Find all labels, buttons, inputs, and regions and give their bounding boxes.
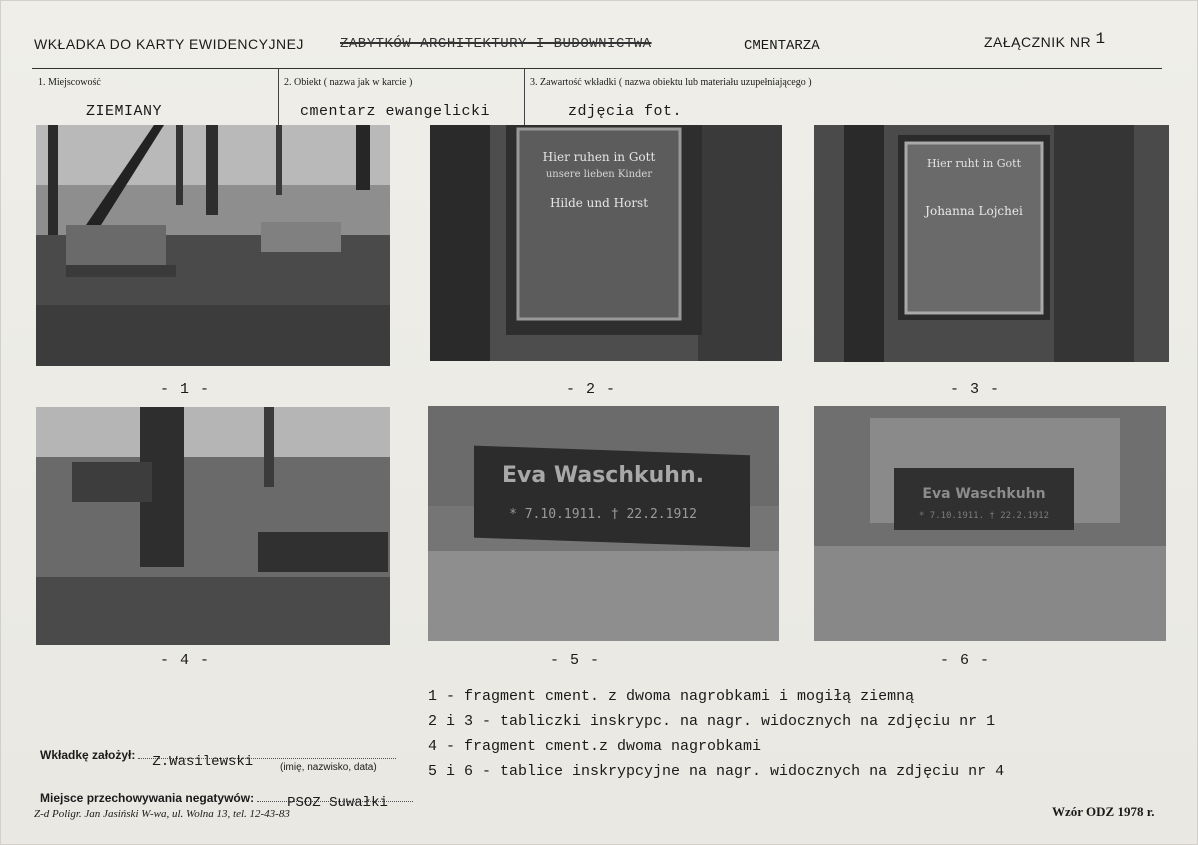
photo-5 [428,406,779,641]
p2-line2: unsere lieben Kinder [545,169,653,180]
caption-6: - 6 - [940,652,991,669]
p2-line1: Hier ruhen in Gott [542,150,656,164]
field-object-value: cmentarz ewangelicki [300,103,491,120]
caption-1: - 1 - [160,381,211,398]
fields-row [32,69,1162,125]
photo-6 [814,406,1166,641]
header [34,30,1164,58]
field-object [278,69,525,125]
photo-4 [36,407,390,645]
author-hint: (imię, nazwisko, data) [280,762,377,773]
caption-3: - 3 - [950,381,1001,398]
photo-3 [814,125,1169,362]
photo-1 [36,125,390,366]
field-locality-label: 1. Miejscowość [38,77,101,88]
p5-name: Eva Waschkuhn. [502,463,704,488]
printer-line: Z-d Poligr. Jan Jasiński W-wa, ul. Wolna 13, tel. 12-43-83 [34,808,290,820]
annex-number: 1 [1095,30,1106,48]
legend-item: 2 i 3 - tabliczki inskrypc. na nagr. widocznych na zdjęciu nr 1 [428,713,996,730]
p6-name: Eva Waschkuhn [922,486,1046,502]
field-contents-label: 3. Zawartość wkładki ( nazwa obiektu lub materiału uzupełniającego ) [530,77,812,88]
author-label: Wkładkę założył: [40,748,136,762]
annex-label: ZAŁĄCZNIK NR 1 [984,30,1106,50]
field-locality-value: ZIEMIANY [86,103,163,120]
cemetery-label: CMENTARZA [744,38,820,54]
negatives-label: Miejsce przechowywania negatywów: [40,791,255,805]
legend-item: 5 i 6 - tablice inskrypcyjne na nagr. widocznych na zdjęciu nr 4 [428,763,1005,780]
p3-line2: Johanna Lojchei [925,204,1023,218]
negatives-line [40,791,413,811]
negatives-value: PSOZ Suwałki [287,795,388,811]
form-id: Wzór ODZ 1978 r. [1052,804,1155,819]
field-contents-value: zdjęcia fot. [568,103,683,120]
field-locality [32,69,279,125]
photo-2 [430,125,782,361]
caption-4: - 4 - [160,652,211,669]
p5-dates: * 7.10.1911. † 22.2.1912 [509,507,697,522]
p6-dates: * 7.10.1911. † 22.2.1912 [918,511,1050,521]
field-object-label: 2. Obiekt ( nazwa jak w karcie ) [284,77,413,88]
form-title: WKŁADKA DO KARTY EWIDENCYJNEJ [34,36,304,52]
p2-line3: Hilde und Horst [549,196,649,210]
legend [428,684,1004,784]
field-contents [524,69,1160,125]
caption-5: - 5 - [550,652,601,669]
legend-item: 1 - fragment cment. z dwoma nagrobkami i mogiłą ziemną [428,688,915,705]
p3-line1: Hier ruht in Gott [926,157,1022,170]
legend-item: 4 - fragment cment.z dwoma nagrobkami [428,738,762,755]
struck-text: ZABYTKÓW ARCHITEKTURY I BUDOWNICTWA [340,36,652,52]
caption-2: - 2 - [566,381,617,398]
author-value: Z.Wasilewski [152,754,254,770]
